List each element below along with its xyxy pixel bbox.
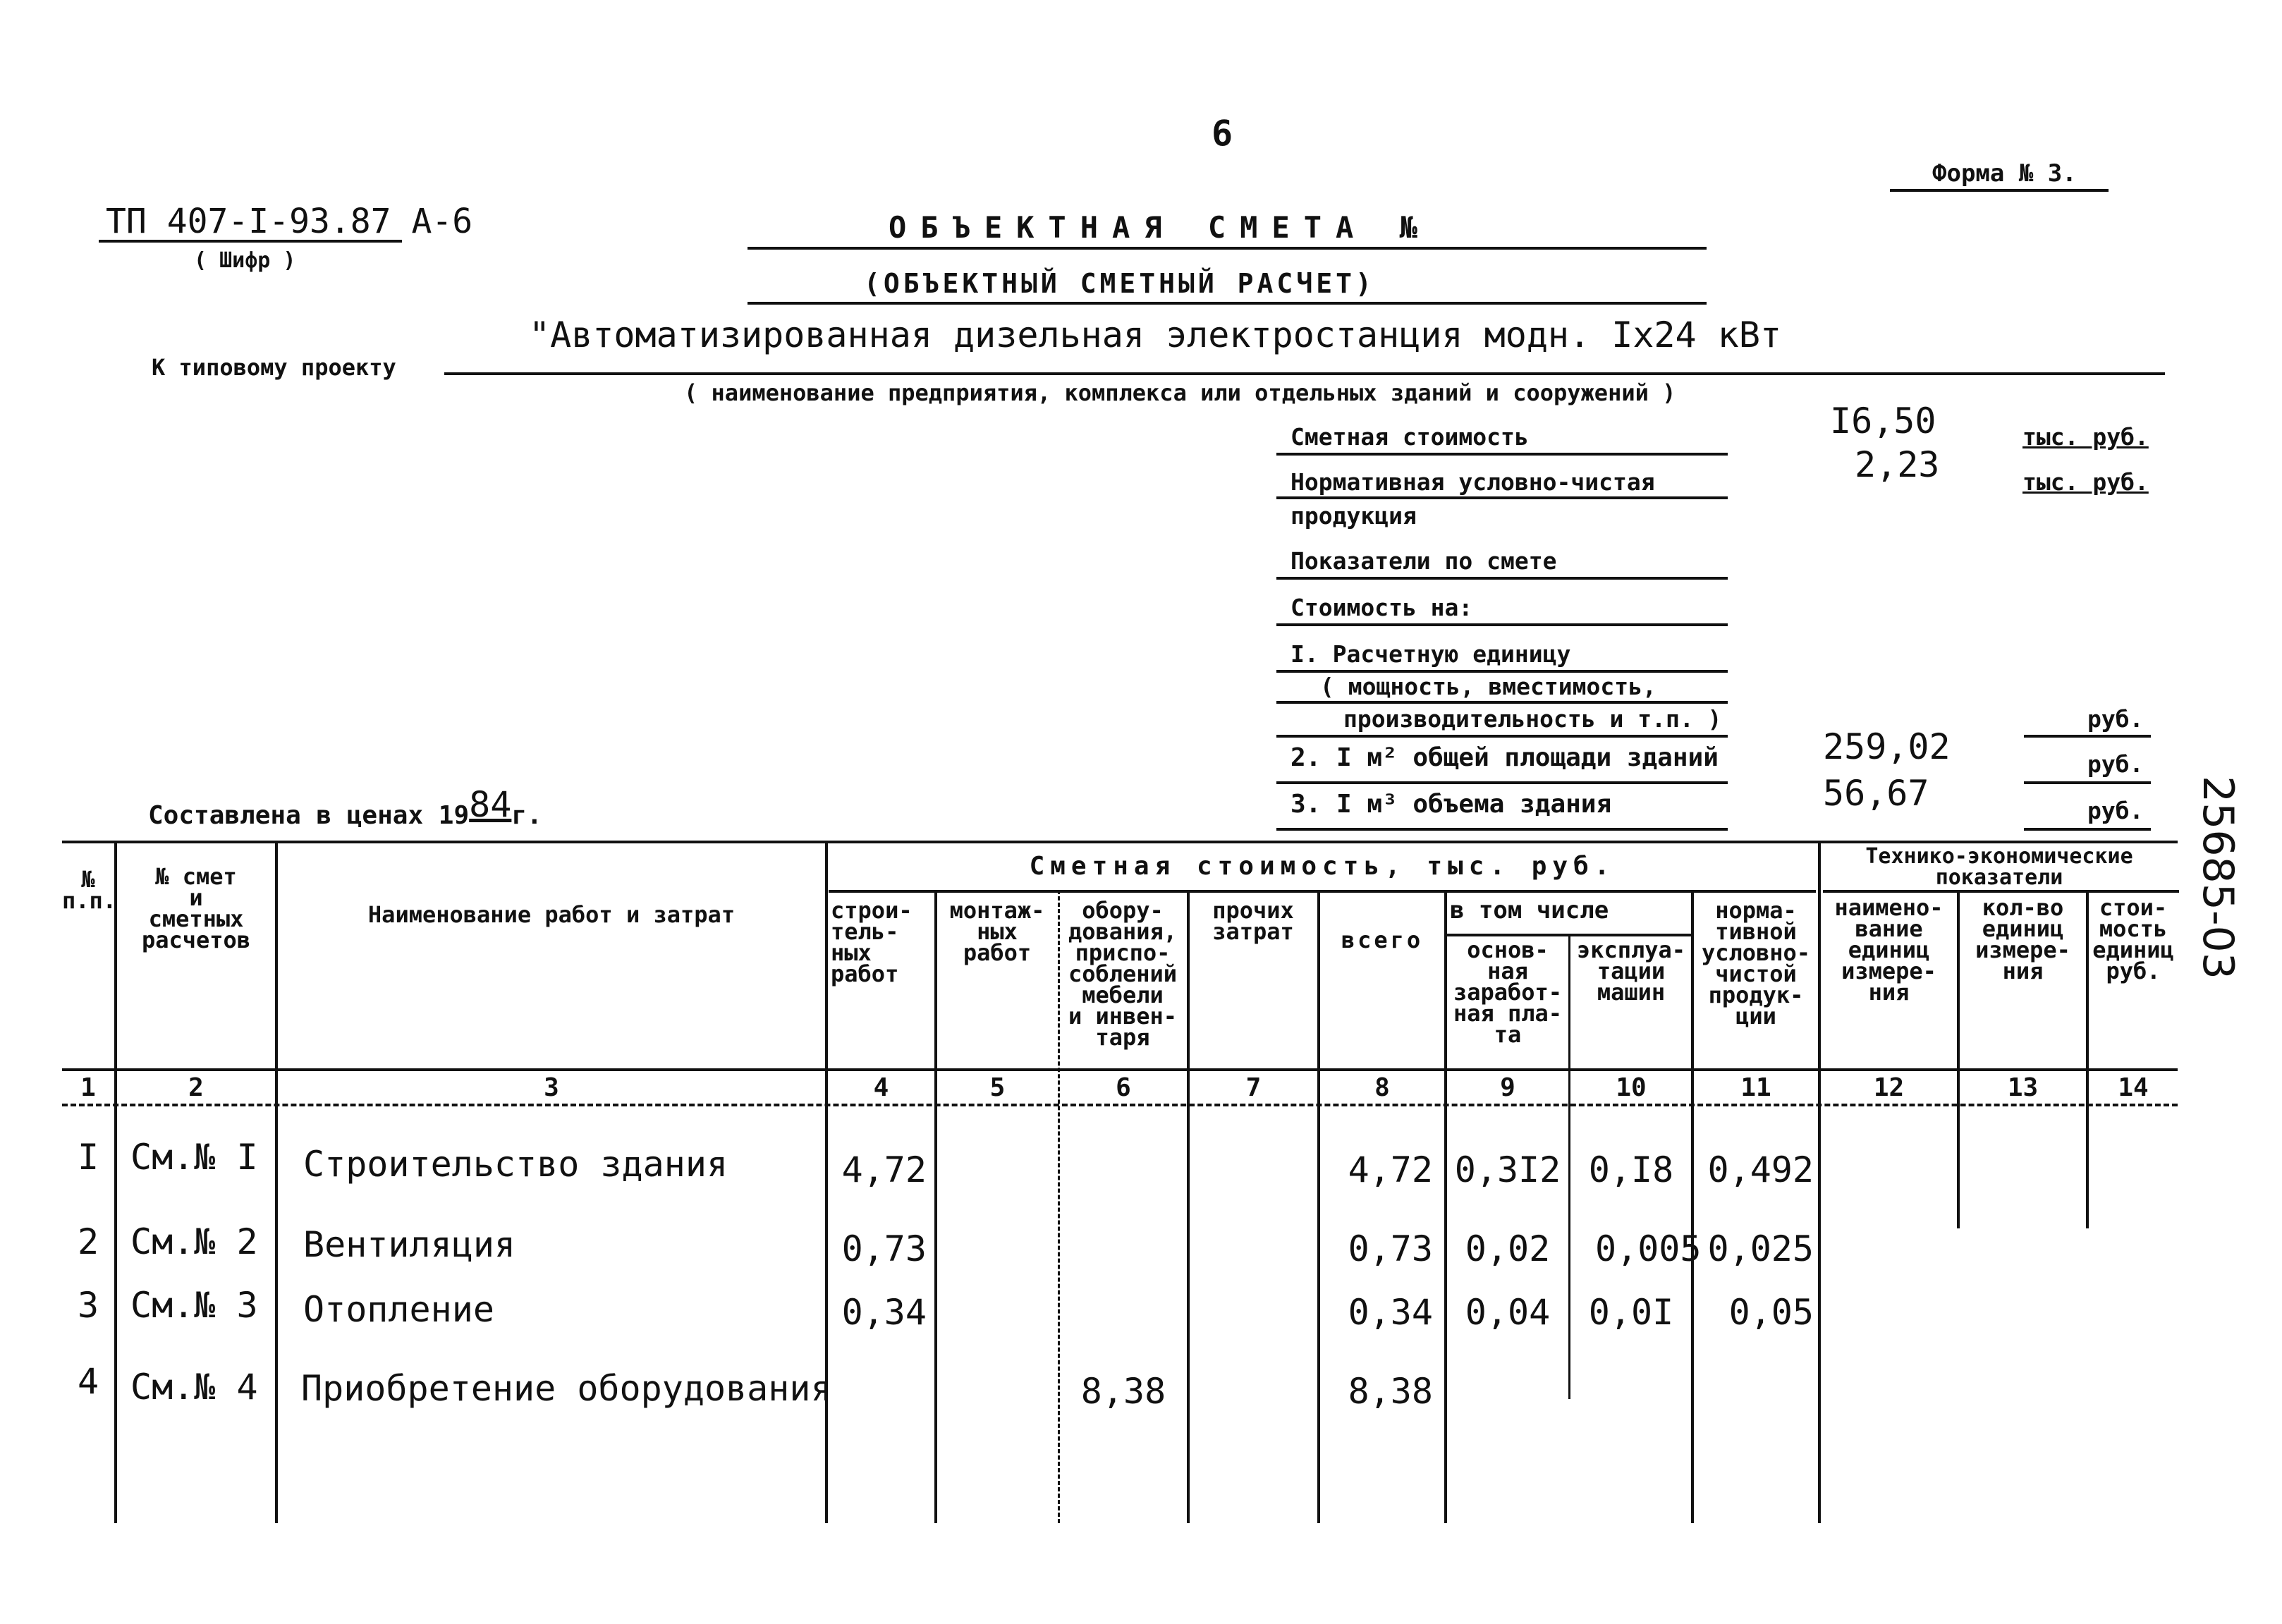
machine-operation: 0,I8 [1588,1149,1674,1190]
normative-value: 2,23 [1855,444,1940,485]
work-name: Строительство здания [303,1144,728,1185]
unit-rule [2024,828,2151,831]
col3-header: Наименование работ и затрат [367,901,736,928]
normative-unit: тыс. руб. [2022,468,2149,496]
estimated-cost-value: I6,50 [1830,401,1936,441]
net-production: 0,025 [1707,1228,1814,1269]
unit-label-line3: производительность и т.п. ) [1343,705,1722,733]
summary-rule [1276,623,1728,626]
col6-header: обору- дования, приспо- соблений мебели и инвен- таря [1068,897,1178,1051]
col-number: 8 [1374,1073,1390,1102]
col-number: 7 [1245,1073,1262,1102]
row-number: 3 [77,1285,99,1326]
row-number: 2 [77,1221,99,1262]
unit-rule [2024,735,2151,738]
work-name: Приобретение оборудования [301,1368,832,1409]
machine-operation: 0,0I [1588,1292,1674,1333]
form-label: Форма № 3. [1932,159,2077,188]
summary-rule [1276,828,1728,831]
col-number: 11 [1740,1073,1771,1102]
summary-rule [1276,496,1728,499]
project-caption: ( наименование предприятия, комплекса или отдельных зданий и сооружений ) [684,379,1676,406]
row-number: 4 [77,1361,99,1402]
prices-line [148,784,542,832]
unit-label-line1: I. Расчетную единицу [1291,640,1571,668]
col-divider [1568,934,1570,1399]
tech-group-header: Технико-экономические показатели [1865,844,2133,890]
unit-unit: руб. [2087,705,2144,733]
form-underline [1890,189,2109,192]
column-numbers-rule [62,1104,2178,1106]
col4-header: строи- тель- ных работ [831,897,913,987]
col-number: 2 [188,1073,204,1102]
area-label: 2. I м² общей площади зданий [1291,743,1719,772]
prices-year: 84 [469,784,512,825]
work-name: Вентиляция [303,1224,516,1265]
col-number: 14 [2118,1073,2149,1102]
summary-rule [1276,453,1728,456]
col-divider [275,841,278,1523]
row-number: I [77,1137,99,1178]
estimate-ref: См.№ 3 [130,1285,258,1326]
document-code: ТП 407-I-93.87 А-6 [106,202,473,241]
cost-for-label: Стоимость на: [1291,594,1473,621]
base-wage: 0,02 [1465,1228,1551,1269]
col-divider [1187,890,1190,1523]
estimate-ref: См.№ 4 [130,1367,258,1408]
col11-header: норма- тивной условно- чистой продук- ции [1701,897,1811,1030]
header-bottom-rule [62,1068,2178,1071]
area-unit: руб. [2087,750,2144,778]
subtitle-underline [748,302,1707,305]
page-number: 6 [1212,113,1233,154]
summary-rule [1276,781,1728,784]
summary-rule [1276,735,1728,738]
construction-cost: 0,34 [841,1292,927,1333]
construction-cost: 0,73 [841,1228,927,1269]
code-caption: ( Шифр ) [194,248,296,273]
col-number: 1 [80,1073,96,1102]
area-value: 259,02 [1823,726,1951,767]
col13-header: кол-во единиц измере- ния [1975,894,2070,984]
col5-header: монтаж- ных работ [949,897,1045,966]
col-number: 9 [1500,1073,1515,1102]
col1-header: № п.п. [62,866,117,914]
col-number: 3 [544,1073,559,1102]
total-cost: 0,73 [1348,1228,1433,1269]
machine-operation: 0,005 [1595,1228,1702,1269]
summary-rule [1276,701,1728,704]
col7-header: прочих затрат [1212,897,1294,945]
volume-unit: руб. [2087,797,2144,824]
col12-header: наимено- вание единиц измере- ния [1834,894,1944,1006]
base-wage: 0,04 [1465,1292,1551,1333]
estimate-ref: См.№ 2 [130,1221,258,1262]
estimated-cost-unit: тыс. руб. [2022,423,2149,451]
document-title: ОБЪЕКТНАЯ СМЕТА № [889,210,1432,245]
col9-header: основ- ная заработ- ная пла- та [1453,936,1563,1048]
unit-rule [2024,781,2151,784]
equipment-cost: 8,38 [1080,1371,1166,1412]
prices-suffix: г. [511,801,542,830]
total-cost: 8,38 [1348,1371,1433,1412]
subgroup-header: в том числе [1450,896,1609,924]
construction-cost: 4,72 [841,1149,927,1190]
estimated-cost-label: Сметная стоимость [1291,423,1529,451]
col-number: 6 [1116,1073,1131,1102]
net-production: 0,05 [1728,1292,1814,1333]
table-top-rule [62,841,2178,843]
col-number: 4 [873,1073,889,1102]
total-cost: 4,72 [1348,1149,1433,1190]
project-prefix: К типовому проекту [152,354,396,381]
estimate-ref: См.№ I [130,1137,258,1178]
document-subtitle: (ОБЪЕКТНЫЙ СМЕТНЫЙ РАСЧЕТ) [864,268,1375,299]
title-underline [748,247,1707,250]
col-number: 12 [1873,1073,1905,1102]
indicators-label: Показатели по смете [1291,547,1557,575]
unit-label-line2: ( мощность, вместимость, [1320,673,1656,700]
base-wage: 0,3I2 [1454,1149,1561,1190]
project-underline [444,372,2165,375]
col-number: 10 [1616,1073,1647,1102]
prices-prefix: Составлена в ценах 19 [148,801,470,830]
col14-header: стои- мость единиц руб. [2092,894,2174,984]
total-cost: 0,34 [1348,1292,1433,1333]
side-stamp: 25685-03 [2193,776,2243,979]
summary-rule [1276,577,1728,580]
work-name: Отопление [303,1289,494,1330]
tech-group-rule [1823,890,2179,893]
col-number: 13 [2007,1073,2039,1102]
normative-label-line1: Нормативная условно-чистая [1291,468,1655,496]
code-underline [99,240,402,243]
col8-header: всего [1341,927,1424,953]
col2-header: № смет и сметных расчетов [141,863,251,953]
normative-label-line2: продукция [1291,502,1417,530]
cost-group-header: Сметная стоимость, тыс. руб. [1029,852,1616,881]
col-number: 5 [989,1073,1006,1102]
col10-header: эксплуа- тации машин [1576,936,1686,1006]
project-name: "Автоматизированная дизельная электростанция модн. Iх24 кВт [529,315,1782,355]
col-divider [1317,890,1320,1523]
volume-label: 3. I м³ объема здания [1291,790,1612,819]
col-divider [934,890,937,1523]
volume-value: 56,67 [1823,773,1929,814]
net-production: 0,492 [1707,1149,1814,1190]
group-rule [829,890,1816,893]
